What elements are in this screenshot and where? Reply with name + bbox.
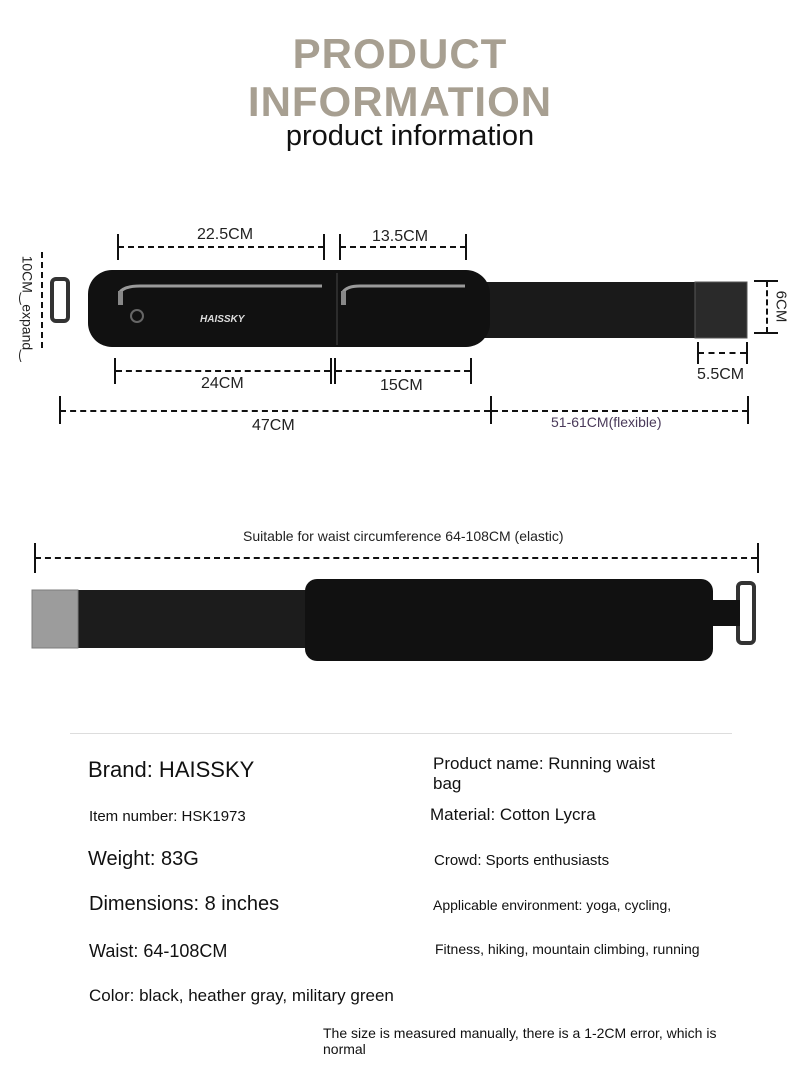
dim-line-strap-height <box>766 281 768 333</box>
waist-note: Suitable for waist circumference 64-108CM (elastic) <box>243 528 564 544</box>
dim-line-pocket2-bottom <box>336 370 470 372</box>
waist-bag-back-image <box>0 570 800 670</box>
buckle-left <box>52 279 68 321</box>
dim-line-waist <box>35 557 757 559</box>
dim-strap-height: 6CM <box>772 290 790 323</box>
page-subtitle: product information <box>285 120 535 152</box>
dim-tick <box>754 280 778 282</box>
dim-strap-end: 5.5CM <box>697 366 745 383</box>
dim-tick <box>697 342 699 364</box>
dim-height-value: 10CM <box>19 255 36 293</box>
dim-line-pocket1-top <box>118 246 324 248</box>
brand-logo: HAISSKY <box>200 314 245 325</box>
spec-weight: Weight: 83G <box>88 848 199 870</box>
back-strap <box>34 590 334 648</box>
buckle-right <box>738 583 754 643</box>
bag-body <box>88 270 490 347</box>
dim-tick <box>323 234 325 260</box>
dim-tick <box>747 396 749 424</box>
dim-tick <box>117 234 119 260</box>
dim-tick <box>470 358 472 384</box>
dim-tick <box>334 358 336 384</box>
dim-tick <box>114 358 116 384</box>
spec-waist: Waist: 64-108CM <box>89 941 228 961</box>
dim-line-body-total <box>60 410 490 412</box>
dim-tick <box>330 358 332 384</box>
dim-line-strap-end <box>698 352 746 354</box>
dim-tick <box>339 234 341 260</box>
back-strap-tab <box>32 590 78 648</box>
back-bag-body <box>305 579 713 661</box>
dim-pocket1-bottom: 24CM <box>201 375 244 392</box>
page-title-line2: INFORMATION <box>247 78 553 125</box>
dim-line-pocket2-top <box>340 246 466 248</box>
spec-brand: Brand: HAISSKY <box>88 757 255 782</box>
waist-bag-front-image <box>0 255 800 355</box>
dim-height: 10CM‿expand‿ <box>19 255 36 362</box>
spec-product-name: Product name: Running waist <box>433 754 656 773</box>
spec-crowd: Crowd: Sports enthusiasts <box>434 852 610 869</box>
strap-end-tab <box>695 282 747 338</box>
dim-line-pocket1-bottom <box>116 370 330 372</box>
dim-tick <box>59 396 61 424</box>
dim-expand-label: expand <box>19 304 36 351</box>
dim-body-total: 47CM <box>252 417 295 434</box>
measure-note: The size is measured manually, there is a 1-2CM error, which is <box>323 1025 717 1041</box>
spec-product-name-cont: bag <box>433 774 462 793</box>
dim-tick <box>34 543 36 573</box>
dim-pocket1-top: 22.5CM <box>197 226 254 243</box>
zipper-pull-1 <box>118 291 123 305</box>
buckle-strap <box>710 600 740 626</box>
spec-material: Material: Cotton Lycra <box>430 805 596 824</box>
dim-line-strap-flex <box>492 410 748 412</box>
dim-tick <box>465 234 467 260</box>
spec-dimensions: Dimensions: 8 inches <box>89 893 280 915</box>
dim-tick <box>754 332 778 334</box>
dim-line-height <box>41 252 43 348</box>
page-title-line1: PRODUCT <box>292 30 508 77</box>
dim-pocket2-top: 13.5CM <box>372 228 429 245</box>
spec-color: Color: black, heather gray, military green <box>89 986 394 1005</box>
spec-environment: Applicable environment: yoga, cycling, <box>433 897 672 913</box>
divider <box>70 733 732 734</box>
dim-tick <box>746 342 748 364</box>
dim-tick <box>757 543 759 573</box>
dim-strap-flex: 51-61CM(flexible) <box>551 414 662 430</box>
spec-environment-cont: Fitness, hiking, mountain climbing, running <box>435 941 700 957</box>
measure-note-cont: normal <box>323 1041 366 1057</box>
zipper-pull-2 <box>341 291 346 305</box>
dim-pocket2-bottom: 15CM <box>380 377 423 394</box>
spec-item-number: Item number: HSK1973 <box>89 808 246 825</box>
